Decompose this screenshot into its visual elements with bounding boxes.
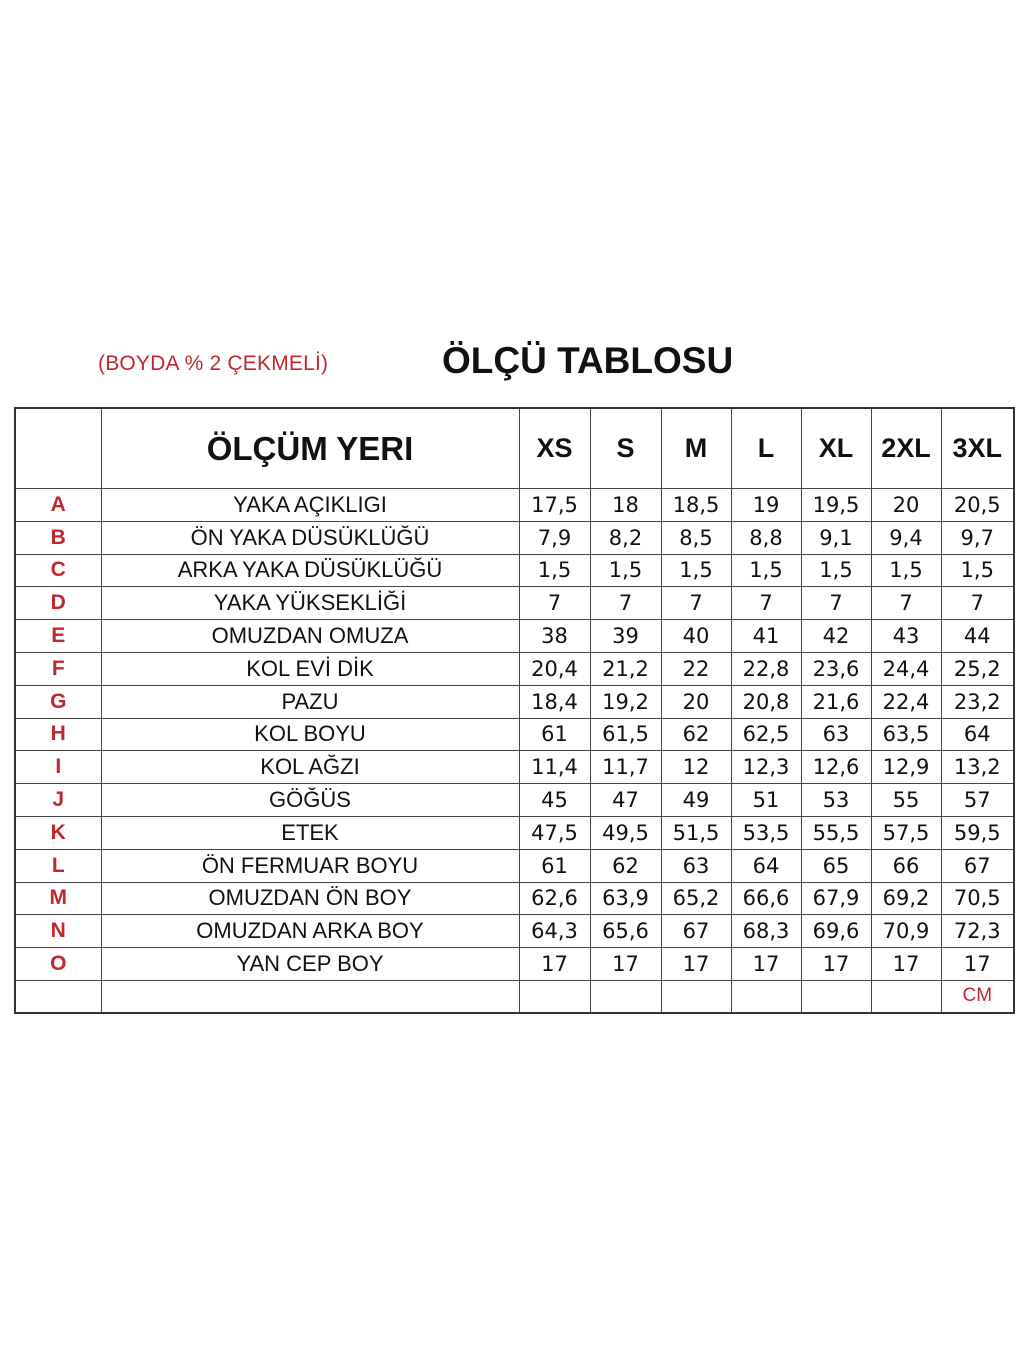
measurement-value: 63 — [801, 718, 871, 751]
table-row — [15, 849, 1014, 882]
measurement-value: 70,9 — [871, 915, 941, 948]
size-header-2xl: 2XL — [871, 408, 941, 489]
measurement-value: 49 — [661, 784, 731, 817]
measurement-value: 69,6 — [801, 915, 871, 948]
measurement-value: 8,5 — [661, 521, 731, 554]
measurement-value: 51 — [731, 784, 801, 817]
measurement-value: 12,3 — [731, 751, 801, 784]
measurement-value: 64,3 — [519, 915, 590, 948]
measurement-value: 67 — [661, 915, 731, 948]
measurement-place: KOL EVİ DİK — [101, 652, 519, 685]
measurement-value: 7 — [731, 587, 801, 620]
measurement-value: 68,3 — [731, 915, 801, 948]
measurement-value: 19 — [731, 489, 801, 522]
measurement-value: 53 — [801, 784, 871, 817]
size-chart-table — [14, 407, 1015, 1014]
measurement-value: 7 — [941, 587, 1014, 620]
measurement-value: 18,5 — [661, 489, 731, 522]
measurement-value: 20 — [871, 489, 941, 522]
measurement-value: 61 — [519, 849, 590, 882]
letter-header — [15, 408, 101, 489]
measurement-value: 12,6 — [801, 751, 871, 784]
measurement-value: 17 — [661, 948, 731, 981]
measurement-value: 11,4 — [519, 751, 590, 784]
measurement-value: 21,6 — [801, 685, 871, 718]
measurement-place: KOL AĞZI — [101, 751, 519, 784]
measurement-value: 17 — [801, 948, 871, 981]
measurement-value: 8,2 — [590, 521, 661, 554]
table-row — [15, 652, 1014, 685]
row-letter: K — [15, 816, 101, 849]
measurement-value: 47,5 — [519, 816, 590, 849]
measurement-value: 20,4 — [519, 652, 590, 685]
header-row — [15, 408, 1014, 489]
measurement-value: 65,6 — [590, 915, 661, 948]
measurement-value: 67 — [941, 849, 1014, 882]
measurement-value: 49,5 — [590, 816, 661, 849]
measurement-value: 18 — [590, 489, 661, 522]
measurement-value: 66,6 — [731, 882, 801, 915]
size-header-3xl: 3XL — [941, 408, 1014, 489]
measurement-value: 7 — [871, 587, 941, 620]
measurement-value: 17,5 — [519, 489, 590, 522]
measurement-value: 7 — [519, 587, 590, 620]
measurement-value: 7 — [661, 587, 731, 620]
row-letter: M — [15, 882, 101, 915]
table-row — [15, 587, 1014, 620]
table-row — [15, 948, 1014, 981]
row-letter: L — [15, 849, 101, 882]
table-row — [15, 816, 1014, 849]
measurement-value: 17 — [941, 948, 1014, 981]
measurement-place: ÖN FERMUAR BOYU — [101, 849, 519, 882]
measurement-value: 17 — [731, 948, 801, 981]
measurement-value: 21,2 — [590, 652, 661, 685]
measurement-value: 42 — [801, 620, 871, 653]
size-header-l: L — [731, 408, 801, 489]
empty-cell — [731, 980, 801, 1013]
measurement-value: 1,5 — [661, 554, 731, 587]
size-header-s: S — [590, 408, 661, 489]
measurement-value: 1,5 — [801, 554, 871, 587]
measurement-value: 61,5 — [590, 718, 661, 751]
measurement-value: 1,5 — [590, 554, 661, 587]
measurement-value: 65,2 — [661, 882, 731, 915]
size-header-xs: XS — [519, 408, 590, 489]
measurement-value: 70,5 — [941, 882, 1014, 915]
measurement-value: 1,5 — [519, 554, 590, 587]
measurement-value: 25,2 — [941, 652, 1014, 685]
measurement-value: 19,2 — [590, 685, 661, 718]
measurement-place: ETEK — [101, 816, 519, 849]
size-header-xl: XL — [801, 408, 871, 489]
measurement-value: 41 — [731, 620, 801, 653]
row-letter: N — [15, 915, 101, 948]
measurement-value: 64 — [731, 849, 801, 882]
measurement-place: OMUZDAN OMUZA — [101, 620, 519, 653]
measurement-value: 57,5 — [871, 816, 941, 849]
measurement-value: 9,1 — [801, 521, 871, 554]
table-row — [15, 521, 1014, 554]
measurement-value: 23,6 — [801, 652, 871, 685]
measurement-place: OMUZDAN ARKA BOY — [101, 915, 519, 948]
measurement-value: 59,5 — [941, 816, 1014, 849]
row-letter: D — [15, 587, 101, 620]
row-letter: B — [15, 521, 101, 554]
measurement-value: 20,8 — [731, 685, 801, 718]
measurement-value: 17 — [871, 948, 941, 981]
empty-cell — [15, 980, 101, 1013]
row-letter: E — [15, 620, 101, 653]
size-header-m: M — [661, 408, 731, 489]
measurement-value: 38 — [519, 620, 590, 653]
measurement-place-header: ÖLÇÜM YERI — [101, 408, 519, 489]
measurement-value: 22,8 — [731, 652, 801, 685]
row-letter: F — [15, 652, 101, 685]
measurement-value: 40 — [661, 620, 731, 653]
empty-cell — [871, 980, 941, 1013]
measurement-value: 62,6 — [519, 882, 590, 915]
row-letter: I — [15, 751, 101, 784]
measurement-value: 9,4 — [871, 521, 941, 554]
measurement-value: 18,4 — [519, 685, 590, 718]
measurement-value: 67,9 — [801, 882, 871, 915]
unit-row — [15, 980, 1014, 1013]
measurement-value: 72,3 — [941, 915, 1014, 948]
table-body — [15, 489, 1014, 981]
table-row — [15, 915, 1014, 948]
measurement-value: 69,2 — [871, 882, 941, 915]
measurement-place: KOL BOYU — [101, 718, 519, 751]
measurement-value: 12 — [661, 751, 731, 784]
measurement-place: YAN CEP BOY — [101, 948, 519, 981]
measurement-value: 62,5 — [731, 718, 801, 751]
measurement-value: 62 — [661, 718, 731, 751]
row-letter: O — [15, 948, 101, 981]
row-letter: A — [15, 489, 101, 522]
unit-label: CM — [941, 980, 1014, 1013]
measurement-value: 1,5 — [941, 554, 1014, 587]
measurement-value: 65 — [801, 849, 871, 882]
measurement-value: 47 — [590, 784, 661, 817]
measurement-value: 19,5 — [801, 489, 871, 522]
page-title: ÖLÇÜ TABLOSU — [442, 340, 734, 381]
measurement-place: ARKA YAKA DÜSÜKLÜĞÜ — [101, 554, 519, 587]
measurement-value: 53,5 — [731, 816, 801, 849]
measurement-value: 44 — [941, 620, 1014, 653]
measurement-value: 22 — [661, 652, 731, 685]
empty-cell — [590, 980, 661, 1013]
measurement-value: 45 — [519, 784, 590, 817]
table-row — [15, 489, 1014, 522]
measurement-value: 20 — [661, 685, 731, 718]
measurement-value: 9,7 — [941, 521, 1014, 554]
measurement-value: 24,4 — [871, 652, 941, 685]
measurement-value: 23,2 — [941, 685, 1014, 718]
measurement-value: 7,9 — [519, 521, 590, 554]
measurement-value: 63 — [661, 849, 731, 882]
measurement-value: 63,9 — [590, 882, 661, 915]
table-row — [15, 554, 1014, 587]
measurement-value: 63,5 — [871, 718, 941, 751]
measurement-value: 66 — [871, 849, 941, 882]
measurement-place: YAKA YÜKSEKLİĞİ — [101, 587, 519, 620]
measurement-value: 7 — [590, 587, 661, 620]
row-letter: H — [15, 718, 101, 751]
measurement-value: 13,2 — [941, 751, 1014, 784]
measurement-value: 57 — [941, 784, 1014, 817]
measurement-value: 43 — [871, 620, 941, 653]
measurement-value: 17 — [590, 948, 661, 981]
measurement-place: PAZU — [101, 685, 519, 718]
measurement-value: 61 — [519, 718, 590, 751]
measurement-place: OMUZDAN ÖN BOY — [101, 882, 519, 915]
table-row — [15, 784, 1014, 817]
measurement-value: 62 — [590, 849, 661, 882]
table-row — [15, 685, 1014, 718]
row-letter: C — [15, 554, 101, 587]
table-row — [15, 882, 1014, 915]
measurement-value: 1,5 — [871, 554, 941, 587]
measurement-value: 8,8 — [731, 521, 801, 554]
measurement-value: 17 — [519, 948, 590, 981]
empty-cell — [101, 980, 519, 1013]
table-row — [15, 751, 1014, 784]
row-letter: G — [15, 685, 101, 718]
empty-cell — [661, 980, 731, 1013]
measurement-value: 51,5 — [661, 816, 731, 849]
measurement-value: 64 — [941, 718, 1014, 751]
shrinkage-note: (BOYDA % 2 ÇEKMELİ) — [98, 352, 329, 375]
measurement-value: 11,7 — [590, 751, 661, 784]
table-row — [15, 620, 1014, 653]
table-row — [15, 718, 1014, 751]
measurement-place: YAKA AÇIKLIGI — [101, 489, 519, 522]
measurement-value: 55,5 — [801, 816, 871, 849]
measurement-value: 39 — [590, 620, 661, 653]
measurement-place: GÖĞÜS — [101, 784, 519, 817]
empty-cell — [519, 980, 590, 1013]
measurement-place: ÖN YAKA DÜSÜKLÜĞÜ — [101, 521, 519, 554]
empty-cell — [801, 980, 871, 1013]
measurement-value: 55 — [871, 784, 941, 817]
measurement-value: 7 — [801, 587, 871, 620]
measurement-value: 12,9 — [871, 751, 941, 784]
measurement-value: 1,5 — [731, 554, 801, 587]
row-letter: J — [15, 784, 101, 817]
measurement-value: 22,4 — [871, 685, 941, 718]
measurement-value: 20,5 — [941, 489, 1014, 522]
